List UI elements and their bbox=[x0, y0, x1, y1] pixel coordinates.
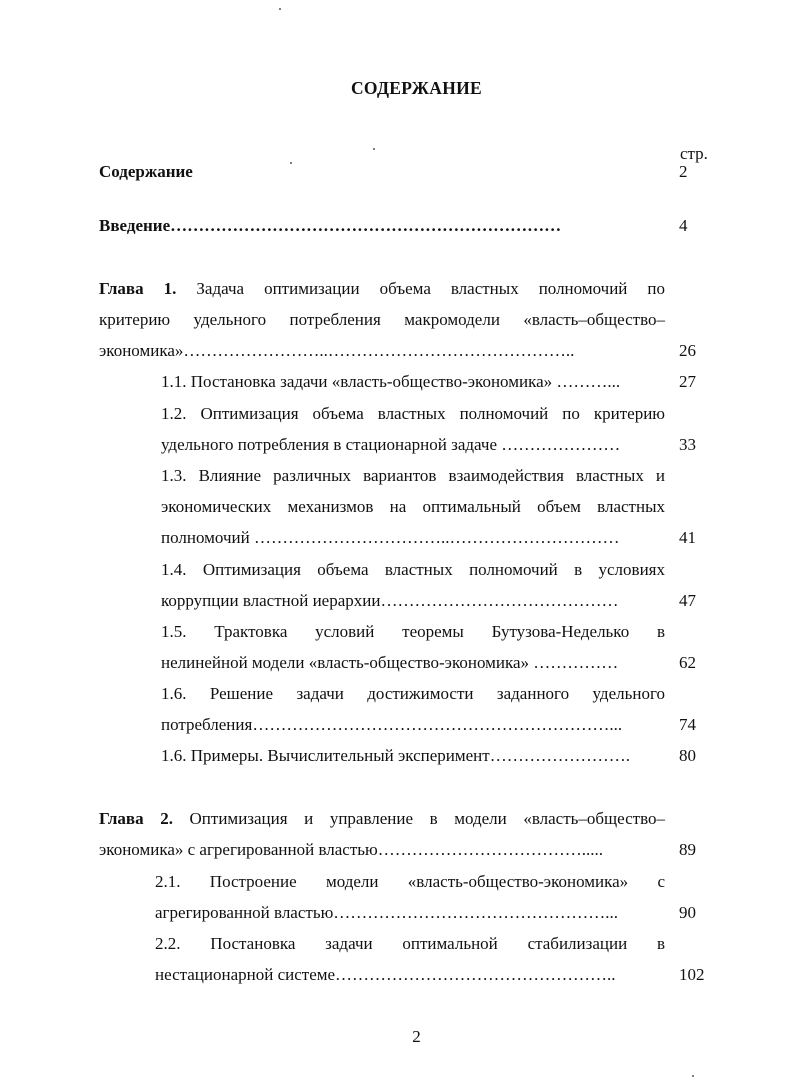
ch2-page: 89 bbox=[679, 840, 696, 859]
footer-page-number: 2 bbox=[412, 1027, 421, 1046]
section-1-5-line-1: 1.5. Трактовка условий теоремы Бутузова-Неделько в bbox=[161, 622, 665, 641]
section-2-2-page: 102 bbox=[679, 965, 705, 984]
section-1-4-line-1: 1.4. Оптимизация объема властных полномочий в условиях bbox=[161, 560, 665, 579]
toc-entry-intro-page: 4 bbox=[679, 216, 688, 235]
toc-entry-contents-label: Содержание bbox=[99, 162, 193, 181]
section-2-2-line-2: нестационарной системе………………………………………….. bbox=[155, 965, 616, 984]
section-1-6b: 1.6. Примеры. Вычислительный эксперимент……………………. bbox=[161, 746, 630, 765]
ch2-prefix: Глава 2. bbox=[99, 809, 173, 828]
section-1-3-line-2: экономических механизмов на оптимальный объем властных bbox=[161, 497, 665, 516]
section-1-5-line-2: нелинейной модели «власть-общество-экономика» …………… bbox=[161, 653, 619, 672]
toc-entry-contents-page: 2 bbox=[679, 162, 688, 181]
section-1-3-line-1: 1.3. Влияние различных вариантов взаимодействия властных и bbox=[161, 466, 665, 485]
section-1-4-line-2: коррупции властной иерархии…………………………………… bbox=[161, 591, 619, 610]
ch1-line-1 bbox=[99, 279, 665, 299]
section-2-1-line-1: 2.1. Построение модели «власть-общество-экономика» с bbox=[155, 872, 665, 891]
section-1-2-line-2: удельного потребления в стационарной задаче ………………… bbox=[161, 435, 621, 454]
section-1-1-page: 27 bbox=[679, 372, 696, 391]
ch1-title-line-1: Задача оптимизации объема властных полномочий по bbox=[196, 279, 665, 298]
ch1-page: 26 bbox=[679, 341, 696, 360]
section-2-1-line-2: агрегированной властью…………………………………………... bbox=[155, 903, 619, 922]
section-1-2-page: 33 bbox=[679, 435, 696, 454]
intro-label: Введение bbox=[99, 216, 171, 235]
section-2-2-line-1: 2.2. Постановка задачи оптимальной стабилизации в bbox=[155, 934, 665, 953]
scan-speck bbox=[692, 1075, 694, 1077]
section-2-1-page: 90 bbox=[679, 903, 696, 922]
section-1-5-page: 62 bbox=[679, 653, 696, 672]
page-column-header: стр. bbox=[680, 144, 708, 163]
section-1-3-page: 41 bbox=[679, 528, 696, 547]
intro-leaders: …………………………………………………………… bbox=[170, 216, 562, 235]
section-1-6b-page: 80 bbox=[679, 746, 696, 765]
section-1-3-line-3: полномочий ……………………………..………………………… bbox=[161, 528, 620, 547]
ch2-title-line-1: Оптимизация и управление в модели «власть–общество– bbox=[189, 809, 665, 828]
scan-speck bbox=[290, 162, 292, 164]
section-1-4-page: 47 bbox=[679, 591, 696, 610]
scan-speck bbox=[373, 148, 375, 150]
ch1-prefix: Глава 1. bbox=[99, 279, 177, 298]
section-1-6-page: 74 bbox=[679, 715, 696, 734]
ch2-line-2: экономика» с агрегированной властью………………………………..... bbox=[99, 840, 603, 859]
ch2-line-1 bbox=[99, 809, 665, 829]
scan-speck bbox=[279, 8, 281, 10]
section-1-1: 1.1. Постановка задачи «власть-общество-экономика» ………... bbox=[161, 372, 621, 391]
toc-entry-intro bbox=[99, 216, 561, 236]
section-1-6-line-2: потребления………………………………………………………... bbox=[161, 715, 623, 734]
section-1-2-line-1: 1.2. Оптимизация объема властных полномочий по критерию bbox=[161, 404, 665, 423]
page-title: СОДЕРЖАНИЕ bbox=[350, 78, 482, 98]
section-1-6-line-1: 1.6. Решение задачи достижимости заданного удельного bbox=[161, 684, 665, 703]
ch1-line-2: критерию удельного потребления макромодели «власть–общество– bbox=[99, 310, 665, 329]
ch1-line-3: экономика»……………………..…………………………………….. bbox=[99, 341, 575, 360]
